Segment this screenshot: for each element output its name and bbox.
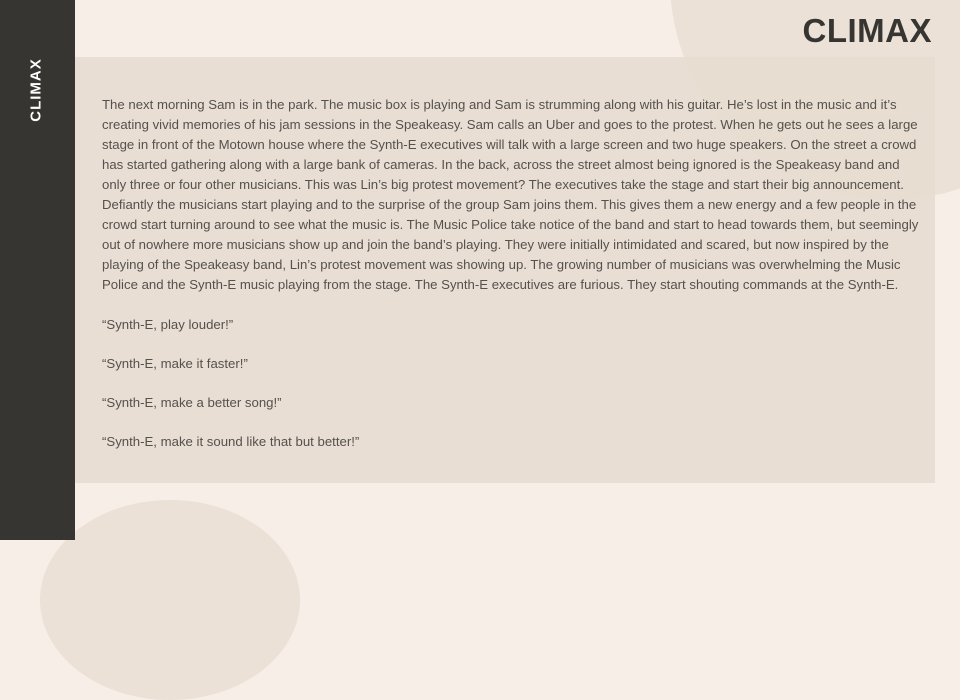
quote-line: “Synth-E, play louder!”	[102, 317, 234, 332]
sidebar	[0, 0, 75, 540]
quote-line: “Synth-E, make it faster!”	[102, 356, 248, 371]
sidebar-label: CLIMAX	[27, 58, 45, 122]
quote-line: “Synth-E, make it sound like that but better!”	[102, 434, 360, 449]
body-text	[102, 95, 924, 471]
slide-title: CLIMAX	[802, 12, 932, 49]
decorative-circle-bottom	[40, 500, 300, 700]
quote-line: “Synth-E, make a better song!”	[102, 395, 282, 410]
story-paragraph: The next morning Sam is in the park. The music box is playing and Sam is strumming along with his guitar. He’s lost in the music and it’s creating vivid memories of his jam sessions in the Speakeasy. Sam calls an Uber and goes to the protest. When he gets out he sees a large stage in front of the Motown house where the Synth-E executives will talk with a large screen and two huge speakers. On the street a crowd has started gathering along with a large bank of cameras. In the back, across the street almost being ignored is the Speakeasy band and only three or four other musicians. This was Lin’s big protest movement? The executives take the stage and start their big announcement. Defiantly the musicians start playing and to the surprise of the group Sam joins them. This gives them a new energy and a few people in the crowd start turning around to see what the music is. The Music Police take notice of the band and start to head towards them, but seemingly out of nowhere more musicians show up and join the band’s playing. They were initially intimidated and scared, but now inspired by the playing of the Speakeasy band, Lin’s protest movement was showing up. The growing number of musicians was overwhelming the Music Police and the Synth-E music playing from the stage. The Synth-E executives are furious. They start shouting commands at the Synth-E.	[102, 97, 919, 292]
